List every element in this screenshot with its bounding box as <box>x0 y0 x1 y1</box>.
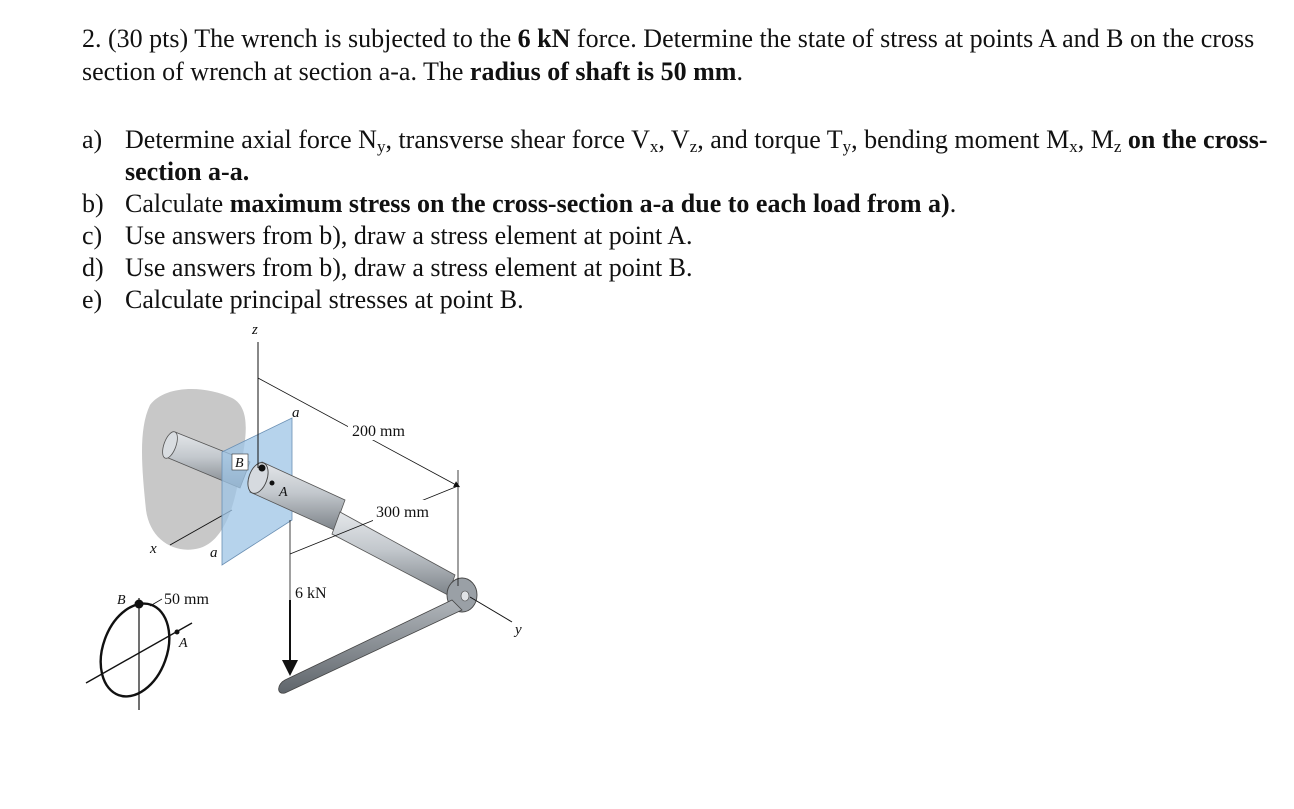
part-d-label: d) <box>82 253 104 282</box>
inset-radius-leader <box>150 599 162 606</box>
force-value: 6 kN <box>517 24 571 53</box>
y-axis <box>470 597 512 622</box>
part-e-label: e) <box>82 285 103 314</box>
part-b-text: Calculate maximum stress on the cross-section a-a due to each load from a). <box>125 189 957 218</box>
shaft-small <box>332 512 455 595</box>
part-b-label: b) <box>82 189 104 218</box>
part-d-text: Use answers from b), draw a stress element at point B. <box>125 253 693 282</box>
section-label-bottom: a <box>210 545 218 561</box>
part-a-text: Determine axial force $N_y$, transverse shear force $V_x$, $V_z$, and torque $T_y$, bending moment $M_x$, $M_z$ on the cross- section a-a. <box>125 125 1268 186</box>
dim-300-label: 300 mm <box>376 504 429 521</box>
inset-radius-label: 50 mm <box>164 591 209 608</box>
inset-b-label: B <box>117 593 126 608</box>
force-label: 6 kN <box>295 585 327 602</box>
part-e-text: Calculate principal stresses at point B. <box>125 285 524 314</box>
y-axis-label: y <box>515 622 522 638</box>
radius-value: radius of shaft is 50 mm <box>469 57 737 86</box>
inset-point-a <box>175 630 180 635</box>
part-c-text: Use answers from b), draw a stress element at point A. <box>125 221 693 250</box>
problem-text-2: force. Determine the state of stress at points A and B on the cross section of wrench at section a-a. The <box>82 24 1255 86</box>
problem-number: 2. <box>82 24 102 53</box>
problem-text-3: . <box>736 57 743 86</box>
inset-point-b <box>135 600 144 609</box>
wrench-handle <box>279 600 462 693</box>
point-a-dot <box>270 481 275 486</box>
problem-text-1: The wrench is subjected to the <box>194 24 512 53</box>
point-b-label: B <box>235 456 244 471</box>
part-a-label: a) <box>82 125 103 154</box>
inset-a-label: A <box>179 636 188 651</box>
wrench-hole <box>461 591 469 601</box>
problem-points: (30 pts) <box>108 24 189 53</box>
point-a-label: A <box>279 485 288 500</box>
inset-cross-section <box>89 594 182 706</box>
z-axis-label: z <box>252 322 258 338</box>
section-label-top: a <box>292 405 300 421</box>
point-b-dot <box>259 465 266 472</box>
part-c-label: c) <box>82 221 103 250</box>
dim-200-label: 200 mm <box>352 423 405 440</box>
x-axis-label: x <box>150 541 157 557</box>
